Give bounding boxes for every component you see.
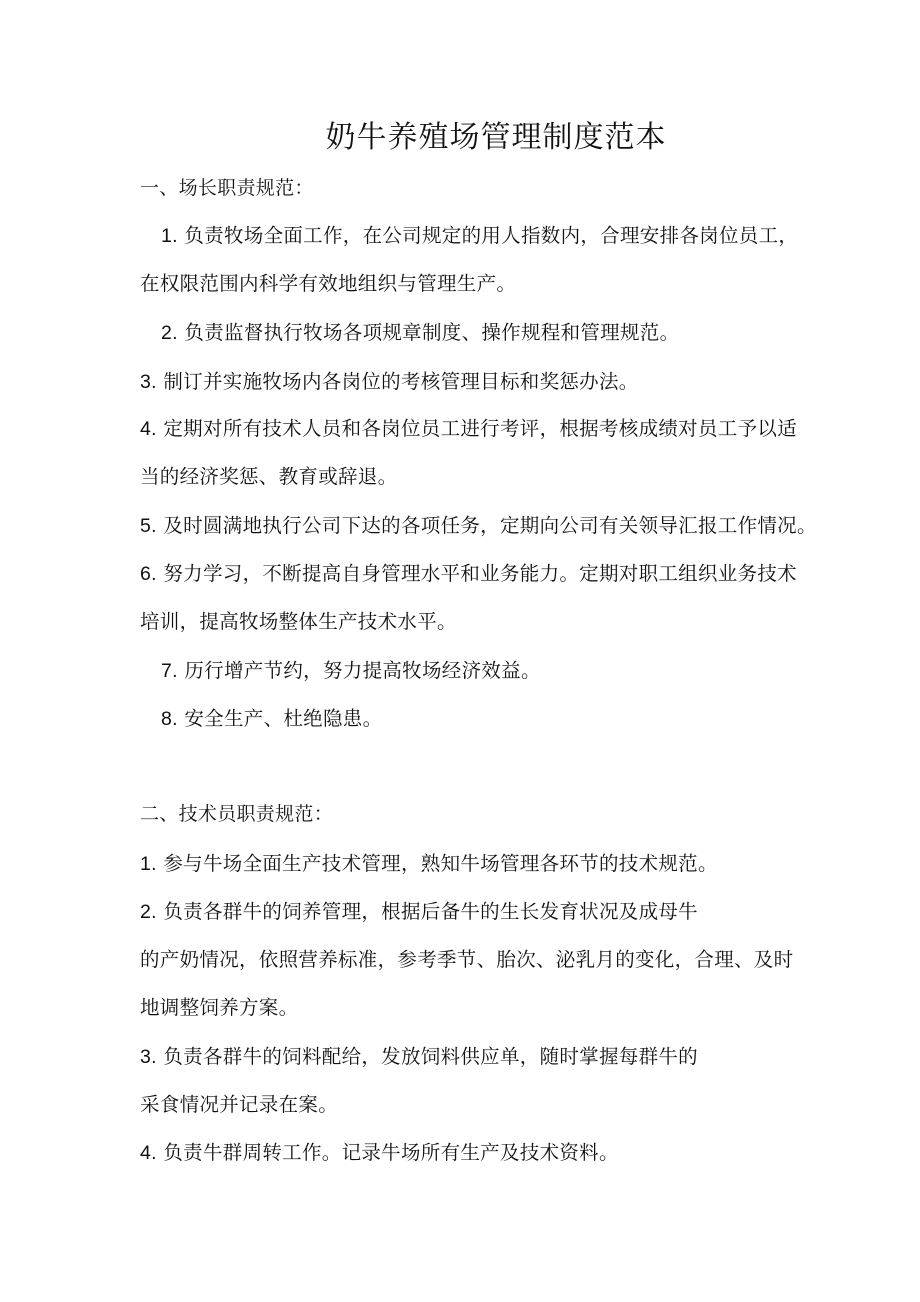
section-2-item-2-line-3: 地调整饲养方案。 (140, 996, 299, 1019)
section-2-item-2-line-1 (140, 896, 698, 924)
item-text: 负责各群牛的饲养管理，根据后备牛的生长发育状况及成母牛 (163, 900, 698, 923)
item-text: 负责各群牛的饲料配给，发放饲料供应单，随时掌握每群牛的 (163, 1045, 698, 1068)
item-number: 4. (140, 418, 157, 440)
section-1-item-5 (140, 510, 817, 538)
item-text: 负责监督执行牧场各项规章制度、操作规程和管理规范。 (184, 321, 680, 344)
item-number: 1. (161, 225, 178, 247)
item-text: 参与牛场全面生产技术管理，熟知牛场管理各环节的技术规范。 (163, 852, 718, 875)
section-1-item-6-line-1 (140, 558, 797, 586)
item-text: 安全生产、杜绝隐患。 (184, 707, 383, 730)
section-1-item-4-line-1 (140, 413, 797, 441)
item-number: 2. (161, 322, 178, 344)
section-2-item-3-line-2: 采食情况并记录在案。 (140, 1093, 339, 1116)
item-text: 负责牛群周转工作。记录牛场所有生产及技术资料。 (163, 1141, 619, 1164)
item-text: 历行增产节约，努力提高牧场经济效益。 (184, 659, 541, 682)
section-1-item-6-line-2: 培训，提高牧场整体生产技术水平。 (140, 610, 457, 633)
item-number: 3. (140, 371, 157, 393)
section-1-item-8 (161, 703, 382, 731)
section-1-item-1-line-1 (161, 220, 798, 248)
item-text: 负责牧场全面工作，在公司规定的用人指数内，合理安排各岗位员工， (184, 224, 799, 247)
item-text: 制订并实施牧场内各岗位的考核管理目标和奖惩办法。 (163, 370, 639, 393)
item-text: 及时圆满地执行公司下达的各项任务，定期向公司有关领导汇报工作情况。 (163, 514, 817, 537)
item-number: 7. (161, 660, 178, 682)
section-2-item-2-line-2: 的产奶情况，依照营养标准，参考季节、胎次、泌乳月的变化，合理、及时 (140, 948, 794, 971)
item-number: 1. (140, 853, 157, 875)
section-2-item-1 (140, 848, 718, 876)
section-2-item-4 (140, 1137, 619, 1165)
item-text: 努力学习，不断提高自身管理水平和业务能力。定期对职工组织业务技术 (163, 562, 797, 585)
section-1-item-7 (161, 655, 541, 683)
document-title: 奶牛养殖场管理制度范本 (325, 120, 667, 155)
item-text: 定期对所有技术人员和各岗位员工进行考评，根据考核成绩对员工予以适 (163, 417, 797, 440)
section-2-heading: 二、技术员职责规范： (140, 803, 334, 825)
item-number: 2. (140, 901, 157, 923)
item-number: 8. (161, 708, 178, 730)
section-1-item-3 (140, 366, 639, 394)
section-1-heading: 一、场长职责规范： (140, 177, 314, 199)
section-2-item-3-line-1 (140, 1041, 698, 1069)
item-number: 6. (140, 563, 157, 585)
item-number: 4. (140, 1142, 157, 1164)
section-1-item-4-line-2: 当的经济奖惩、教育或辞退。 (140, 465, 398, 488)
item-number: 5. (140, 515, 157, 537)
item-number: 3. (140, 1046, 157, 1068)
section-1-item-2 (161, 317, 679, 345)
section-1-item-1-line-2: 在权限范围内科学有效地组织与管理生产。 (140, 272, 517, 295)
